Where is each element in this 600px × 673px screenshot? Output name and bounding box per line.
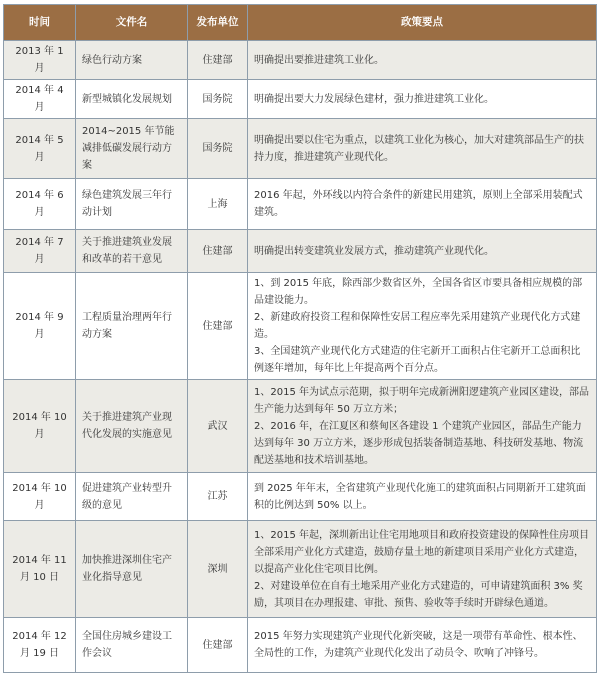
document-cell: 关于推进建筑产业现代化发展的实施意见 — [76, 380, 188, 473]
document-cell: 绿色建筑发展三年行动计划 — [76, 179, 188, 230]
document-cell: 工程质量治理两年行动方案 — [76, 273, 188, 380]
policy-point: 1、2015 年起，深圳新出让住宅用地项目和政府投资建设的保障性住房项目全部采用产业化方式建造，鼓励存量土地的新建项目采用产业化方式建造，以提高产业化住宅项目比例。 — [254, 529, 589, 575]
issuer-cell: 武汉 — [188, 380, 248, 473]
document-cell: 新型城镇化发展规划 — [76, 80, 188, 119]
policy-points-cell — [248, 618, 597, 673]
header-document: 文件名 — [76, 5, 188, 41]
document-cell: 关于推进建筑业发展和改革的若干意见 — [76, 230, 188, 273]
table-row — [4, 521, 597, 618]
policy-points-cell — [248, 473, 597, 521]
table-row — [4, 273, 597, 380]
policy-point: 2、2016 年，在江夏区和蔡甸区各建设 1 个建筑产业园区，部品生产能力达到每年 30 万立方米，逐步形成包括装备制造基地、科技研发基地、物流配送基地和技术培训基地。 — [254, 420, 584, 466]
policy-point: 到 2025 年年末，全省建筑产业现代化施工的建筑面积占同期新开工建筑面积的比例达到 50% 以上。 — [254, 482, 586, 511]
policy-points-cell — [248, 179, 597, 230]
policy-point: 明确提出要大力发展绿色建材，强力推进建筑工业化。 — [254, 93, 494, 105]
policy-points-cell — [248, 380, 597, 473]
policy-point: 2、对建设单位在自有土地采用产业化方式建造的，可申请建筑面积 3% 奖励，其项目在办理报建、审批、预售、验收等手续时开辟绿色通道。 — [254, 580, 583, 609]
header-time: 时间 — [4, 5, 76, 41]
policy-point: 明确提出要推进建筑工业化。 — [254, 54, 384, 66]
time-cell: 2014 年 5 月 — [4, 119, 76, 179]
table-row — [4, 179, 597, 230]
policy-points-cell — [248, 119, 597, 179]
table-row — [4, 41, 597, 80]
table-row — [4, 473, 597, 521]
header-policy-points: 政策要点 — [248, 5, 597, 41]
policy-point: 2016 年起，外环线以内符合条件的新建民用建筑，原则上全部采用装配式建筑。 — [254, 190, 583, 218]
issuer-cell: 国务院 — [188, 119, 248, 179]
time-cell: 2014 年 12 月 19 日 — [4, 618, 76, 673]
time-cell: 2014 年 4 月 — [4, 80, 76, 119]
document-cell: 2014~2015 年节能减排低碳发展行动方案 — [76, 119, 188, 179]
issuer-cell: 国务院 — [188, 80, 248, 119]
time-cell: 2014 年 6 月 — [4, 179, 76, 230]
issuer-cell: 深圳 — [188, 521, 248, 618]
document-cell: 绿色行动方案 — [76, 41, 188, 80]
policy-table — [3, 4, 597, 673]
issuer-cell: 住建部 — [188, 618, 248, 673]
policy-point: 2015 年努力实现建筑产业现代化新突破，这是一项带有革命性、根本性、全局性的工作，为建筑产业现代化发出了动员令、吹响了冲锋号。 — [254, 631, 583, 659]
policy-points-cell — [248, 41, 597, 80]
issuer-cell: 住建部 — [188, 41, 248, 80]
table-row — [4, 80, 597, 119]
table-row — [4, 618, 597, 673]
policy-point: 3、全国建筑产业现代化方式建造的住宅新开工面积占住宅新开工总面积比例逐年增加，每年比上年提高两个百分点。 — [254, 346, 581, 374]
header-issuer: 发布单位 — [188, 5, 248, 41]
policy-points-cell — [248, 80, 597, 119]
document-cell: 促进建筑产业转型升级的意见 — [76, 473, 188, 521]
time-cell: 2013 年 1 月 — [4, 41, 76, 80]
policy-points-cell — [248, 521, 597, 618]
policy-points-cell — [248, 230, 597, 273]
time-cell: 2014 年 7 月 — [4, 230, 76, 273]
issuer-cell: 住建部 — [188, 273, 248, 380]
policy-point: 1、到 2015 年底，除西部少数省区外，全国各省区市要具备相应规模的部品建设能力。 — [254, 278, 583, 306]
document-cell: 加快推进深圳住宅产业化指导意见 — [76, 521, 188, 618]
issuer-cell: 住建部 — [188, 230, 248, 273]
time-cell: 2014 年 10 月 — [4, 380, 76, 473]
time-cell: 2014 年 10 月 — [4, 473, 76, 521]
table-row — [4, 230, 597, 273]
document-cell: 全国住房城乡建设工作会议 — [76, 618, 188, 673]
table-row — [4, 380, 597, 473]
issuer-cell: 上海 — [188, 179, 248, 230]
policy-points-cell — [248, 273, 597, 380]
policy-point: 明确提出转变建筑业发展方式，推动建筑产业现代化。 — [254, 245, 494, 257]
time-cell: 2014 年 9 月 — [4, 273, 76, 380]
policy-point: 明确提出要以住宅为重点，以建筑工业化为核心，加大对建筑部品生产的扶持力度，推进建筑产业现代化。 — [254, 134, 584, 163]
policy-point: 2、新建政府投资工程和保障性安居工程应率先采用建筑产业现代化方式建造。 — [254, 312, 581, 340]
policy-point: 1、2015 年为试点示范期，拟于明年完成新洲阳逻建筑产业园区建设，部品生产能力达到每年 50 万立方米； — [254, 386, 589, 415]
table-row — [4, 119, 597, 179]
time-cell: 2014 年 11 月 10 日 — [4, 521, 76, 618]
table-header-row — [4, 5, 597, 41]
issuer-cell: 江苏 — [188, 473, 248, 521]
